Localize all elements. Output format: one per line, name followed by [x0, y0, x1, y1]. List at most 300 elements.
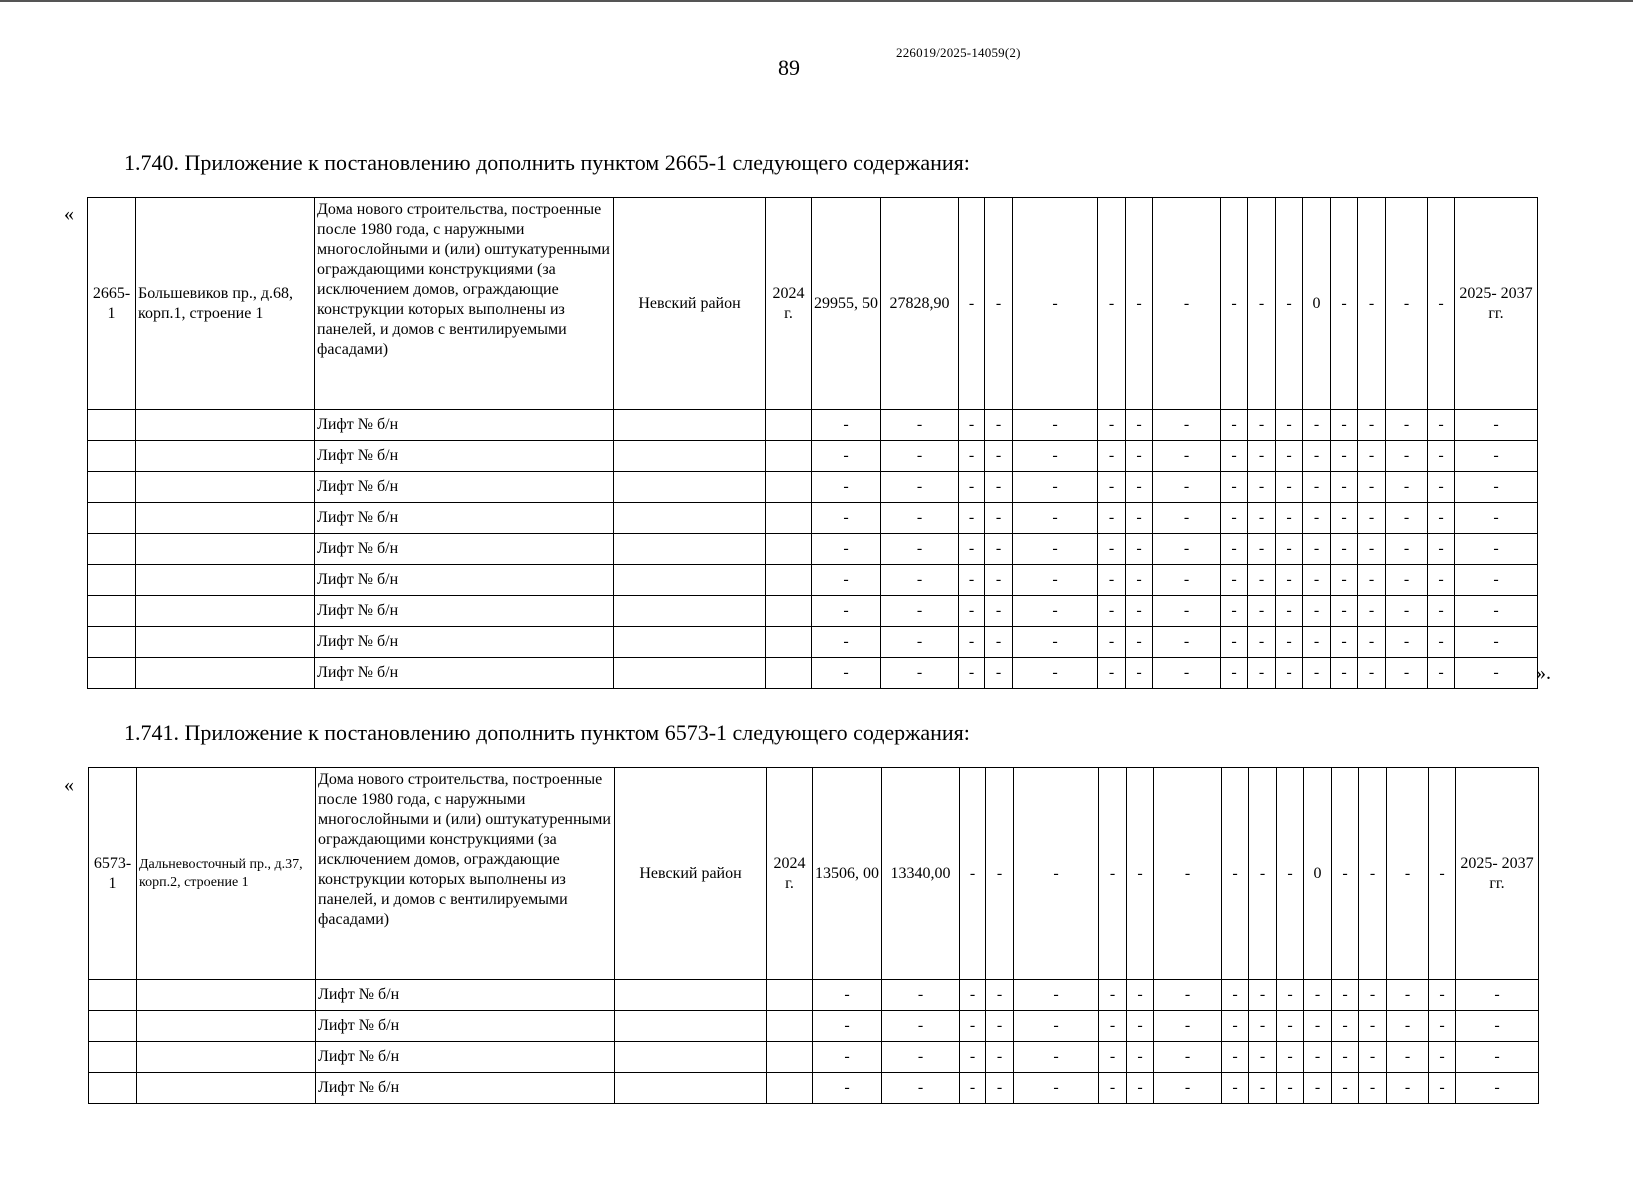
cell-dash: -: [985, 410, 1013, 441]
cell-lift-name: Лифт № б/н: [315, 410, 614, 441]
cell-dash: -: [1456, 1042, 1539, 1073]
cell-empty: [615, 1073, 767, 1104]
cell-empty: [766, 565, 812, 596]
cell-dash: -: [1248, 534, 1276, 565]
cell-dash: -: [1359, 1042, 1387, 1073]
cell-address: Большевиков пр., д.68, корп.1, строение 1: [136, 198, 315, 410]
cell-lift-name: Лифт № б/н: [315, 658, 614, 689]
cell-dash: -: [1276, 472, 1303, 503]
cell-dash: -: [1221, 534, 1248, 565]
cell-c3: -: [1013, 198, 1098, 410]
cell-dash: -: [1303, 503, 1331, 534]
cell-dash: -: [1013, 472, 1098, 503]
cell-dash: -: [1386, 596, 1428, 627]
cell-dash: -: [1358, 596, 1386, 627]
cell-c10: 0: [1304, 768, 1332, 980]
table-row-lift: [88, 658, 1538, 689]
cell-dash: -: [1331, 565, 1358, 596]
cell-dash: -: [1249, 1042, 1277, 1073]
cell-dash: -: [959, 410, 985, 441]
cell-dash: -: [1014, 980, 1099, 1011]
cell-year: 2024 г.: [766, 198, 812, 410]
cell-dash: -: [1303, 658, 1331, 689]
cell-dash: -: [1303, 565, 1331, 596]
cell-dash: -: [1429, 980, 1456, 1011]
cell-dash: -: [1098, 658, 1126, 689]
cell-dash: -: [1455, 441, 1538, 472]
cell-dash: -: [1099, 1011, 1127, 1042]
cell-dash: -: [1013, 658, 1098, 689]
cell-c6: -: [1153, 198, 1221, 410]
cell-dash: -: [1428, 565, 1455, 596]
cell-c4: -: [1098, 198, 1126, 410]
cell-c11: -: [1331, 198, 1358, 410]
cell-dash: -: [1222, 1073, 1249, 1104]
cell-dash: -: [1276, 441, 1303, 472]
cell-dash: -: [813, 1011, 882, 1042]
cell-empty: [766, 472, 812, 503]
cell-dash: -: [1154, 1042, 1222, 1073]
cell-dash: -: [1126, 627, 1153, 658]
cell-dash: -: [1127, 1011, 1154, 1042]
cell-dash: -: [1386, 565, 1428, 596]
cell-dash: -: [881, 503, 959, 534]
cell-c8: -: [1248, 198, 1276, 410]
cell-dash: -: [1456, 1011, 1539, 1042]
cell-empty: [136, 410, 315, 441]
cell-dash: -: [1455, 503, 1538, 534]
cell-dash: -: [960, 980, 986, 1011]
cell-dash: -: [1153, 534, 1221, 565]
cell-dash: -: [881, 596, 959, 627]
cell-dash: -: [1386, 503, 1428, 534]
cell-dash: -: [1358, 441, 1386, 472]
table-row-lift: [88, 534, 1538, 565]
cell-lift-name: Лифт № б/н: [315, 534, 614, 565]
cell-empty: [767, 1042, 813, 1073]
paragraph-1740: 1.740. Приложение к постановлению дополнить пунктом 2665-1 следующего содержания:: [124, 150, 970, 175]
cell-area-living: 13340,00: [882, 768, 960, 980]
cell-dash: -: [813, 1042, 882, 1073]
cell-empty: [136, 596, 315, 627]
cell-c8: -: [1249, 768, 1277, 980]
cell-dash: -: [985, 565, 1013, 596]
cell-dash: -: [1013, 565, 1098, 596]
cell-description: Дома нового строительства, построенные после 1980 года, с наружными многослойными и (или) оштукатуренными ограждающими конструкциями (за исключением домов, ограждающие конструкции которых выполнены из панелей, и домов с вентилируемыми фасадами): [315, 198, 614, 410]
cell-empty: [136, 472, 315, 503]
cell-c2: -: [986, 768, 1014, 980]
page-number: 89: [778, 55, 800, 80]
cell-empty: [767, 1073, 813, 1104]
cell-dash: -: [1098, 596, 1126, 627]
cell-empty: [766, 658, 812, 689]
cell-dash: -: [959, 658, 985, 689]
cell-c11: -: [1332, 768, 1359, 980]
cell-description: Дома нового строительства, построенные после 1980 года, с наружными многослойными и (или) оштукатуренными ограждающими конструкциями (за исключением домов, ограждающие конструкции которых выполнены из панелей, и домов с вентилируемыми фасадами): [316, 768, 615, 980]
cell-dash: -: [1304, 1011, 1332, 1042]
cell-dash: -: [985, 596, 1013, 627]
cell-dash: -: [1098, 441, 1126, 472]
cell-dash: -: [1222, 1011, 1249, 1042]
cell-dash: -: [1153, 627, 1221, 658]
cell-dash: -: [1455, 410, 1538, 441]
cell-dash: -: [1248, 658, 1276, 689]
cell-empty: [766, 410, 812, 441]
cell-dash: -: [1428, 472, 1455, 503]
cell-dash: -: [1126, 534, 1153, 565]
cell-dash: -: [1386, 534, 1428, 565]
cell-dash: -: [1332, 1073, 1359, 1104]
cell-dash: -: [1013, 596, 1098, 627]
cell-dash: -: [1456, 980, 1539, 1011]
cell-dash: -: [985, 441, 1013, 472]
cell-dash: -: [813, 1073, 882, 1104]
cell-c6: -: [1154, 768, 1222, 980]
cell-dash: -: [985, 627, 1013, 658]
cell-dash: -: [1249, 980, 1277, 1011]
cell-dash: -: [986, 1042, 1014, 1073]
cell-dash: -: [1098, 627, 1126, 658]
cell-dash: -: [1098, 410, 1126, 441]
cell-year: 2024 г.: [767, 768, 813, 980]
cell-dash: -: [985, 534, 1013, 565]
cell-dash: -: [985, 472, 1013, 503]
cell-dash: -: [1456, 1073, 1539, 1104]
opening-quote: «: [64, 203, 74, 225]
cell-dash: -: [1331, 441, 1358, 472]
cell-dash: -: [1332, 980, 1359, 1011]
opening-quote: «: [64, 774, 74, 796]
cell-dash: -: [1358, 534, 1386, 565]
register-table-6573-1: [88, 767, 1539, 1104]
cell-empty: [88, 627, 136, 658]
cell-dash: -: [812, 596, 881, 627]
cell-lift-name: Лифт № б/н: [316, 1073, 615, 1104]
cell-empty: [136, 565, 315, 596]
cell-dash: -: [1126, 441, 1153, 472]
cell-dash: -: [1428, 627, 1455, 658]
cell-dash: -: [812, 472, 881, 503]
cell-area-living: 27828,90: [881, 198, 959, 410]
cell-dash: -: [1303, 534, 1331, 565]
cell-empty: [766, 534, 812, 565]
table-row-lift: [88, 472, 1538, 503]
cell-dash: -: [1248, 472, 1276, 503]
cell-dash: -: [1248, 503, 1276, 534]
cell-dash: -: [1154, 980, 1222, 1011]
table-row-lift: [88, 503, 1538, 534]
table-row-lift: [88, 565, 1538, 596]
cell-dash: -: [1098, 565, 1126, 596]
cell-dash: -: [1304, 1073, 1332, 1104]
cell-empty: [615, 1042, 767, 1073]
cell-dash: -: [1098, 534, 1126, 565]
cell-dash: -: [1099, 1042, 1127, 1073]
cell-dash: -: [1387, 1042, 1429, 1073]
cell-dash: -: [1127, 1042, 1154, 1073]
cell-empty: [88, 534, 136, 565]
closing-quote: ».: [1536, 662, 1551, 684]
cell-empty: [137, 1042, 316, 1073]
cell-dash: -: [985, 503, 1013, 534]
cell-empty: [615, 1011, 767, 1042]
cell-empty: [137, 1073, 316, 1104]
cell-dash: -: [1358, 658, 1386, 689]
cell-dash: -: [1332, 1011, 1359, 1042]
cell-dash: -: [959, 472, 985, 503]
cell-dash: -: [1222, 1042, 1249, 1073]
cell-empty: [88, 472, 136, 503]
table-row-lift: [88, 410, 1538, 441]
cell-dash: -: [1126, 503, 1153, 534]
cell-empty: [614, 503, 766, 534]
cell-dash: -: [1221, 472, 1248, 503]
cell-empty: [614, 565, 766, 596]
cell-dash: -: [1126, 410, 1153, 441]
cell-dash: -: [1455, 627, 1538, 658]
cell-dash: -: [1248, 627, 1276, 658]
cell-empty: [614, 627, 766, 658]
table-row-lift: [89, 980, 1539, 1011]
cell-dash: -: [1358, 503, 1386, 534]
cell-dash: -: [986, 980, 1014, 1011]
cell-empty: [88, 658, 136, 689]
cell-address: Дальневосточный пр., д.37, корп.2, строение 1: [137, 768, 316, 980]
cell-dash: -: [959, 534, 985, 565]
cell-empty: [137, 1011, 316, 1042]
cell-dash: -: [1428, 596, 1455, 627]
table-row-main: [88, 198, 1538, 410]
cell-c7: -: [1221, 198, 1248, 410]
cell-empty: [136, 503, 315, 534]
cell-dash: -: [1098, 472, 1126, 503]
cell-dash: -: [1359, 980, 1387, 1011]
cell-c5: -: [1126, 198, 1153, 410]
cell-dash: -: [1331, 627, 1358, 658]
cell-dash: -: [1455, 658, 1538, 689]
cell-empty: [88, 565, 136, 596]
cell-dash: -: [1428, 658, 1455, 689]
cell-dash: -: [1013, 441, 1098, 472]
cell-dash: -: [1359, 1073, 1387, 1104]
cell-dash: -: [1276, 503, 1303, 534]
cell-dash: -: [1428, 503, 1455, 534]
cell-district: Невский район: [615, 768, 767, 980]
cell-dash: -: [959, 503, 985, 534]
cell-dash: -: [1429, 1073, 1456, 1104]
cell-dash: -: [1276, 596, 1303, 627]
table-row-lift: [89, 1073, 1539, 1104]
cell-dash: -: [1221, 596, 1248, 627]
cell-empty: [88, 410, 136, 441]
cell-dash: -: [1099, 980, 1127, 1011]
cell-dash: -: [1332, 1042, 1359, 1073]
cell-dash: -: [1429, 1042, 1456, 1073]
cell-dash: -: [1126, 658, 1153, 689]
table-row-lift: [88, 627, 1538, 658]
cell-dash: -: [1248, 596, 1276, 627]
cell-dash: -: [960, 1011, 986, 1042]
cell-dash: -: [1386, 627, 1428, 658]
cell-dash: -: [960, 1042, 986, 1073]
cell-dash: -: [1153, 472, 1221, 503]
cell-empty: [766, 627, 812, 658]
cell-dash: -: [1386, 472, 1428, 503]
cell-dash: -: [1154, 1073, 1222, 1104]
cell-dash: -: [881, 658, 959, 689]
cell-dash: -: [1387, 980, 1429, 1011]
cell-dash: -: [881, 565, 959, 596]
cell-dash: -: [1153, 565, 1221, 596]
cell-c10: 0: [1303, 198, 1331, 410]
cell-period: 2025- 2037 гг.: [1456, 768, 1539, 980]
cell-dash: -: [1221, 658, 1248, 689]
cell-dash: -: [882, 1011, 960, 1042]
cell-lift-name: Лифт № б/н: [316, 1011, 615, 1042]
cell-dash: -: [1153, 658, 1221, 689]
cell-dash: -: [1455, 472, 1538, 503]
table-row-lift: [89, 1011, 1539, 1042]
cell-dash: -: [1387, 1073, 1429, 1104]
cell-c5: -: [1127, 768, 1154, 980]
cell-dash: -: [813, 980, 882, 1011]
cell-dash: -: [1221, 503, 1248, 534]
cell-dash: -: [1455, 565, 1538, 596]
cell-dash: -: [1359, 1011, 1387, 1042]
cell-dash: -: [1303, 441, 1331, 472]
table-row-lift: [89, 1042, 1539, 1073]
cell-dash: -: [1248, 565, 1276, 596]
cell-dash: -: [1221, 565, 1248, 596]
top-rule: [0, 0, 1633, 2]
cell-dash: -: [1276, 658, 1303, 689]
cell-dash: -: [1331, 534, 1358, 565]
cell-empty: [614, 534, 766, 565]
cell-empty: [614, 441, 766, 472]
cell-dash: -: [1428, 441, 1455, 472]
cell-dash: -: [882, 980, 960, 1011]
cell-lift-name: Лифт № б/н: [315, 627, 614, 658]
cell-empty: [766, 596, 812, 627]
cell-dash: -: [1303, 627, 1331, 658]
cell-dash: -: [1277, 980, 1304, 1011]
cell-c12: -: [1358, 198, 1386, 410]
cell-c13: -: [1386, 198, 1428, 410]
cell-dash: -: [1303, 410, 1331, 441]
table-row-lift: [88, 596, 1538, 627]
cell-c14: -: [1428, 198, 1455, 410]
cell-empty: [614, 410, 766, 441]
cell-dash: -: [1358, 627, 1386, 658]
cell-empty: [614, 596, 766, 627]
cell-dash: -: [812, 503, 881, 534]
cell-empty: [89, 980, 137, 1011]
cell-dash: -: [1127, 1073, 1154, 1104]
document-code: 226019/2025-14059(2): [896, 45, 1021, 60]
cell-dash: -: [985, 658, 1013, 689]
cell-empty: [614, 472, 766, 503]
cell-dash: -: [960, 1073, 986, 1104]
cell-dash: -: [1277, 1011, 1304, 1042]
cell-dash: -: [986, 1011, 1014, 1042]
cell-c9: -: [1276, 198, 1303, 410]
cell-dash: -: [1126, 565, 1153, 596]
cell-empty: [766, 503, 812, 534]
cell-dash: -: [1428, 410, 1455, 441]
cell-empty: [767, 1011, 813, 1042]
cell-dash: -: [1358, 565, 1386, 596]
cell-area-total: 13506, 00: [813, 768, 882, 980]
cell-empty: [89, 1011, 137, 1042]
cell-lift-name: Лифт № б/н: [315, 472, 614, 503]
cell-dash: -: [1455, 534, 1538, 565]
paragraph-1741: 1.741. Приложение к постановлению дополнить пунктом 6573-1 следующего содержания:: [124, 720, 970, 745]
cell-empty: [137, 980, 316, 1011]
cell-empty: [88, 441, 136, 472]
cell-item-number: 2665-1: [88, 198, 136, 410]
cell-lift-name: Лифт № б/н: [315, 565, 614, 596]
cell-dash: -: [1013, 627, 1098, 658]
cell-empty: [136, 534, 315, 565]
cell-dash: -: [1153, 441, 1221, 472]
cell-period: 2025- 2037 гг.: [1455, 198, 1538, 410]
cell-c4: -: [1099, 768, 1127, 980]
cell-dash: -: [1276, 534, 1303, 565]
cell-dash: -: [1014, 1042, 1099, 1073]
cell-dash: -: [986, 1073, 1014, 1104]
cell-dash: -: [1222, 980, 1249, 1011]
cell-c12: -: [1359, 768, 1387, 980]
cell-dash: -: [1153, 503, 1221, 534]
cell-empty: [767, 980, 813, 1011]
register-table-2665-1: [87, 197, 1538, 689]
cell-dash: -: [1249, 1073, 1277, 1104]
cell-dash: -: [1221, 441, 1248, 472]
cell-c3: -: [1014, 768, 1099, 980]
cell-dash: -: [1276, 627, 1303, 658]
cell-dash: -: [1386, 410, 1428, 441]
cell-dash: -: [1154, 1011, 1222, 1042]
cell-dash: -: [812, 565, 881, 596]
cell-dash: -: [1099, 1073, 1127, 1104]
cell-c1: -: [959, 198, 985, 410]
cell-dash: -: [1221, 410, 1248, 441]
cell-dash: -: [881, 627, 959, 658]
cell-dash: -: [1429, 1011, 1456, 1042]
cell-dash: -: [1126, 596, 1153, 627]
cell-lift-name: Лифт № б/н: [316, 1042, 615, 1073]
cell-dash: -: [959, 441, 985, 472]
cell-empty: [88, 596, 136, 627]
cell-dash: -: [1153, 596, 1221, 627]
cell-dash: -: [812, 410, 881, 441]
cell-district: Невский район: [614, 198, 766, 410]
cell-dash: -: [881, 441, 959, 472]
cell-dash: -: [881, 534, 959, 565]
cell-dash: -: [1248, 410, 1276, 441]
cell-c1: -: [960, 768, 986, 980]
cell-lift-name: Лифт № б/н: [315, 503, 614, 534]
cell-dash: -: [1303, 596, 1331, 627]
cell-dash: -: [1277, 1073, 1304, 1104]
cell-dash: -: [1276, 410, 1303, 441]
cell-dash: -: [812, 534, 881, 565]
cell-dash: -: [1358, 410, 1386, 441]
cell-dash: -: [1221, 627, 1248, 658]
cell-dash: -: [1304, 980, 1332, 1011]
cell-dash: -: [1331, 596, 1358, 627]
cell-c14: -: [1429, 768, 1456, 980]
